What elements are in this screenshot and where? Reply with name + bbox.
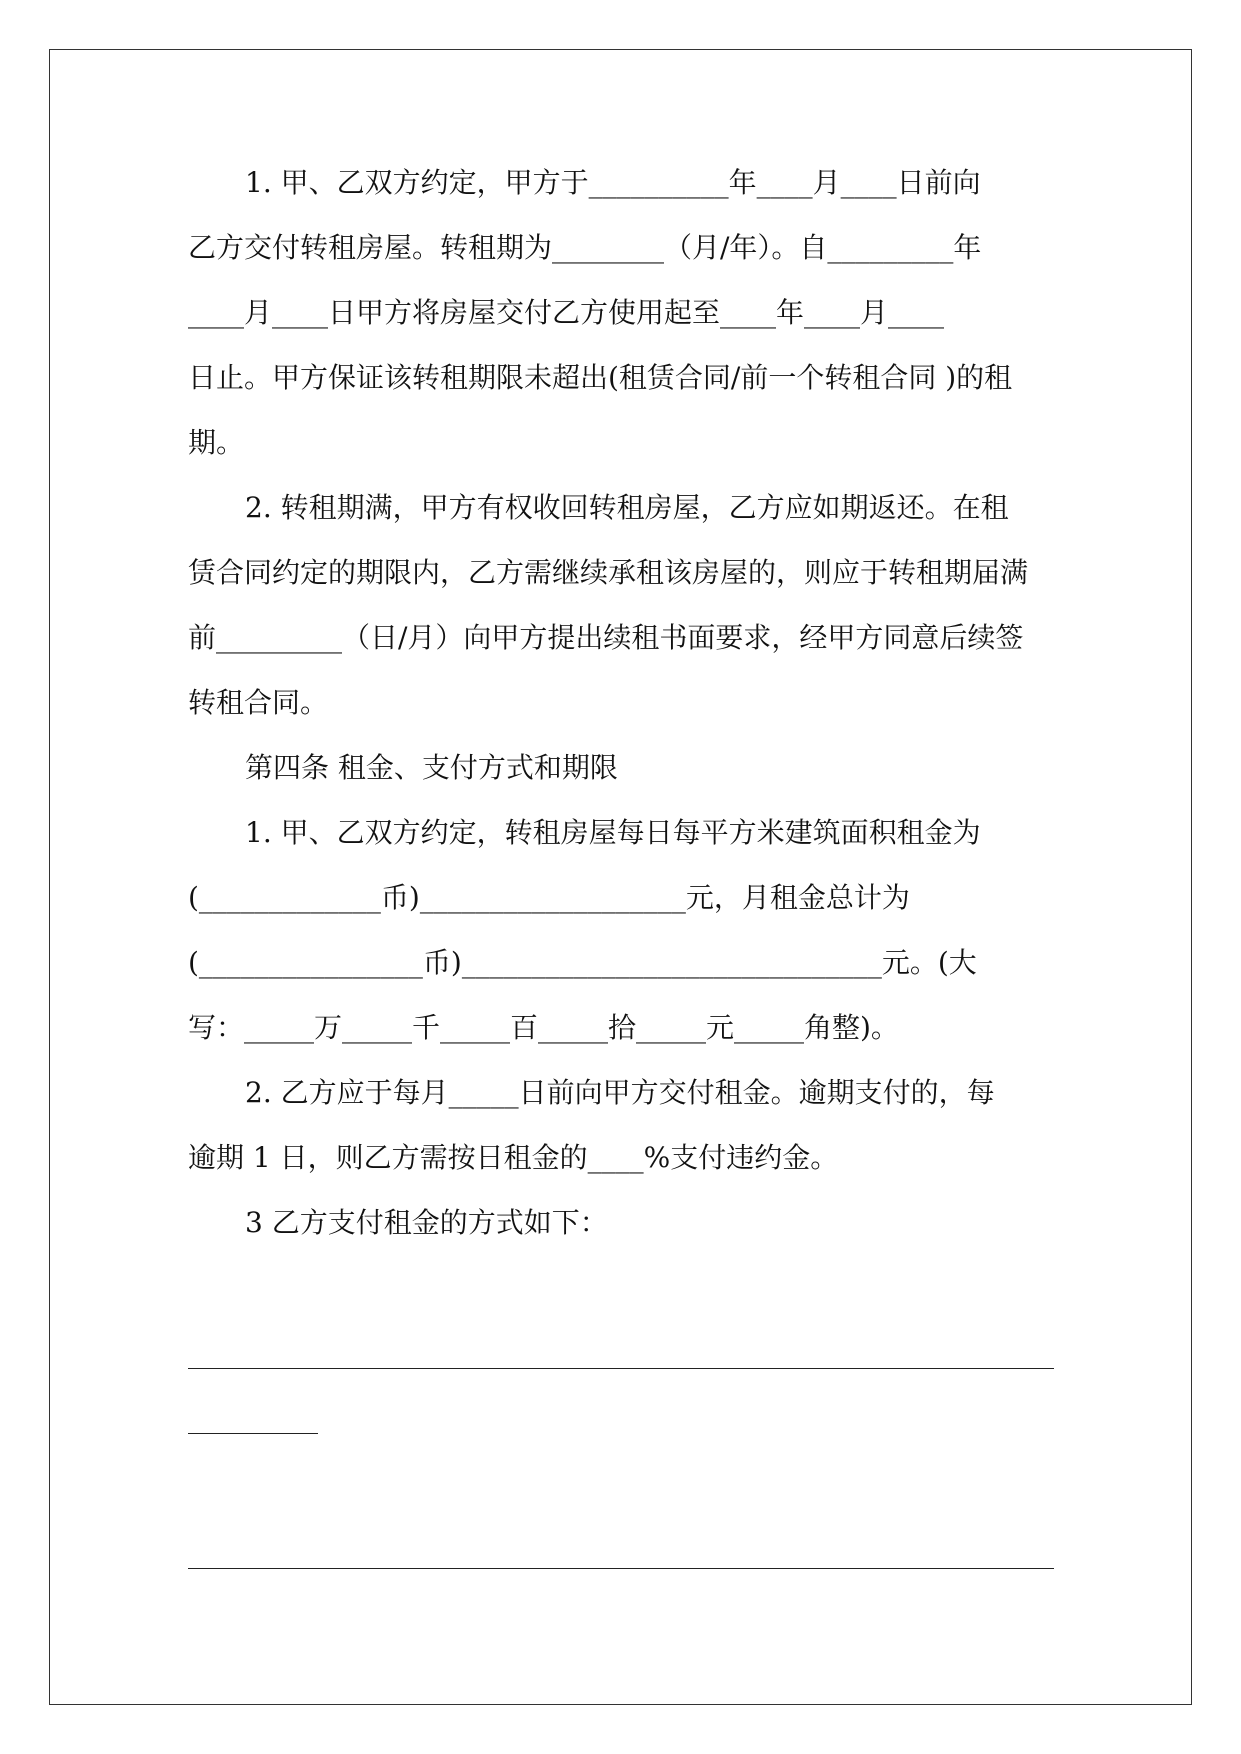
paragraph-line: 期。 bbox=[188, 426, 245, 459]
paragraph-line: 1. 甲、乙双方约定，转租房屋每日每平方米建筑面积租金为 bbox=[245, 816, 981, 849]
paragraph-line: 转租合同。 bbox=[188, 686, 329, 719]
fill-in-line bbox=[188, 1568, 1054, 1569]
document-body bbox=[188, 150, 1055, 1255]
paragraph-line: 前_________（日/月）向甲方提出续租书面要求，经甲方同意后续签 bbox=[188, 621, 1024, 654]
paragraph-line: 日止。甲方保证该转租期限未超出(租赁合同/前一个转租合同 )的租 bbox=[188, 361, 1013, 394]
paragraph-line: 乙方交付转租房屋。转租期为________（月/年）。自_________年 bbox=[188, 231, 982, 264]
fill-in-line bbox=[188, 1368, 1054, 1369]
paragraph-line: (_____________币)___________________元，月租金总计为 bbox=[188, 881, 910, 914]
paragraph-line: 写：_____万_____千_____百_____拾_____元_____角整)。 bbox=[188, 1011, 899, 1044]
fill-in-line bbox=[188, 1433, 318, 1434]
paragraph-line: 2. 乙方应于每月_____日前向甲方交付租金。逾期支付的，每 bbox=[245, 1076, 995, 1109]
article4-clause3: 3 乙方支付租金的方式如下： bbox=[245, 1206, 608, 1239]
paragraph-line: 赁合同约定的期限内，乙方需继续承租该房屋的，则应于转租期届满 bbox=[188, 556, 1029, 589]
section3-clause1 bbox=[188, 150, 1055, 475]
section3-clause2 bbox=[188, 475, 1055, 735]
paragraph-line: ____月____日甲方将房屋交付乙方使用起至____年____月____ bbox=[188, 296, 945, 329]
article4-clause2 bbox=[188, 1060, 1055, 1190]
paragraph-line: 1. 甲、乙双方约定，甲方于__________年____月____日前向 bbox=[245, 166, 981, 199]
paragraph-line: 2. 转租期满，甲方有权收回转租房屋，乙方应如期返还。在租 bbox=[245, 491, 1009, 524]
article4-heading: 第四条 租金、支付方式和期限 bbox=[245, 751, 618, 784]
article4-clause1 bbox=[188, 800, 1055, 1060]
paragraph-line: (________________币)______________________________元。(大 bbox=[188, 946, 977, 979]
paragraph-line: 逾期 1 日，则乙方需按日租金的____%支付违约金。 bbox=[188, 1141, 839, 1174]
